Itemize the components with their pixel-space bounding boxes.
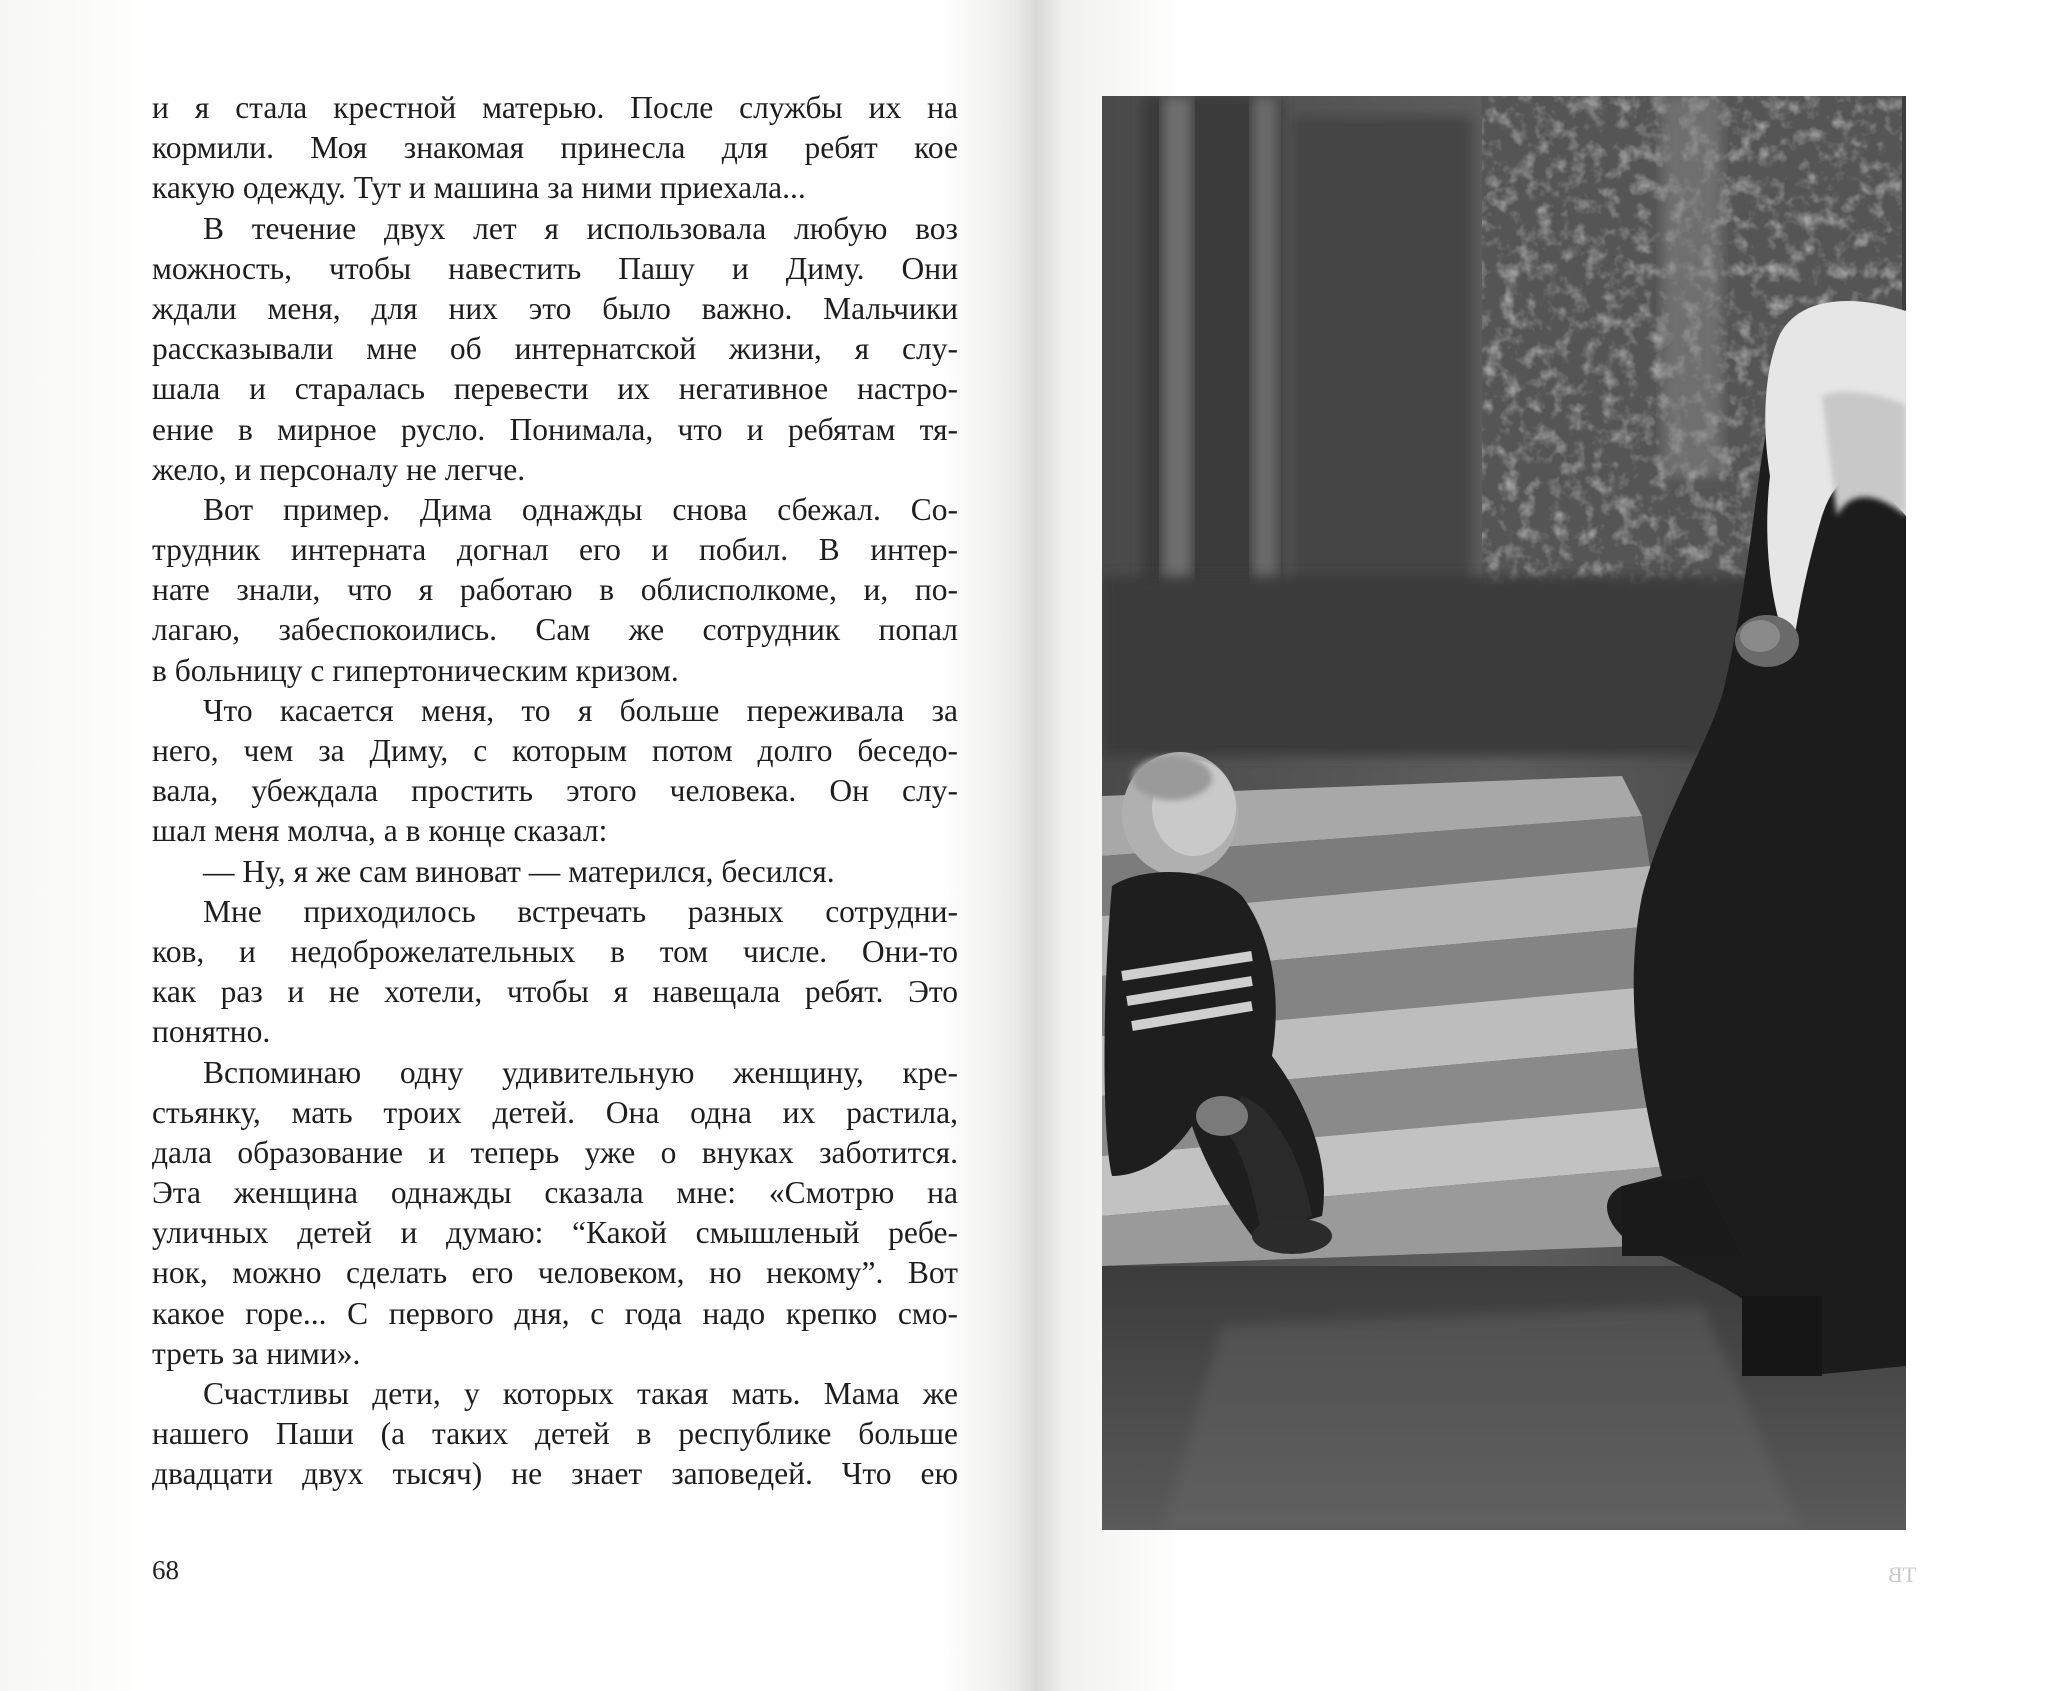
text-line: Вот пример. Дима однажды снова сбежал. Со- <box>203 491 958 527</box>
text-line: нок, можно сделать его человеком, но некому”. Вот <box>152 1255 958 1291</box>
text-line: шала и старалась перевести их негативное настро- <box>152 371 958 407</box>
text-line: ение в мирное русло. Понимала, что и ребятам тя- <box>152 411 958 447</box>
text-line: него, чем за Диму, с которым потом долго беседо- <box>152 733 958 768</box>
text-line: кормили. Моя знакомая принесла для ребят кое <box>152 130 958 166</box>
text-line: В течение двух лет я использовала любую воз <box>203 210 958 246</box>
text-line: и я стала крестной матерью. После службы их на <box>152 90 958 125</box>
church-photo <box>1102 96 1906 1530</box>
text-line: Вспоминаю одну удивительную женщину, кре- <box>203 1054 958 1090</box>
text-line: шал меня молча, а в конце сказал: <box>152 813 608 849</box>
text-line: ждали меня, для них это было важно. Мальчики <box>152 290 958 326</box>
text-line: вала, убеждала простить этого человека. Он слу- <box>152 773 958 809</box>
text-line: рассказывали мне об интернатской жизни, я слу- <box>152 331 958 367</box>
text-line: Мне приходилось встречать разных сотрудни- <box>203 893 958 929</box>
page-number: 68 <box>152 1555 179 1585</box>
text-line: понятно. <box>152 1014 271 1050</box>
text-line: уличных детей и думаю: “Какой смышленый ребе- <box>152 1215 958 1251</box>
text-line: какую одежду. Тут и машина за ними приехала... <box>152 170 806 206</box>
text-line: стьянку, мать троих детей. Она одна их растила, <box>152 1094 958 1130</box>
text-line: Что касается меня, то я больше переживала за <box>203 692 958 728</box>
text-line: ков, и недоброжелательных в том числе. Они-то <box>152 933 958 969</box>
body-text <box>152 88 958 1495</box>
text-line: нашего Паши (а таких детей в республике больше <box>152 1416 958 1452</box>
text-line: Эта женщина однажды сказала мне: «Смотрю на <box>152 1175 958 1211</box>
text-line: дала образование и теперь уже о внуках заботится. <box>152 1134 958 1170</box>
text-line: треть за ними». <box>152 1335 361 1371</box>
text-line: Счастливы дети, у которых такая мать. Мама же <box>203 1376 958 1411</box>
text-line: лагаю, забеспокоились. Сам же сотрудник попал <box>152 612 958 648</box>
text-line: в больницу с гипертоническим кризом. <box>152 652 679 688</box>
text-line: — Ну, я же сам виноват — матерился, бесился. <box>203 853 835 889</box>
photo-illustration <box>1102 96 1906 1530</box>
text-line: двадцати двух тысяч) не знает заповедей. Что ею <box>152 1456 958 1492</box>
text-line: трудник интерната догнал его и побил. В интер- <box>152 532 958 568</box>
bleed-through-text: ТВ <box>1888 1562 1917 1587</box>
text-line: какое горе... С первого дня, с года надо крепко смо- <box>152 1295 958 1331</box>
text-line: как раз и не хотели, чтобы я навещала ребят. Это <box>152 974 958 1010</box>
text-line: нате знали, что я работаю в облисполкоме, и, по- <box>152 572 958 608</box>
text-line: жело, и персоналу не легче. <box>152 451 526 487</box>
text-line: можность, чтобы навестить Пашу и Диму. Они <box>152 250 958 286</box>
